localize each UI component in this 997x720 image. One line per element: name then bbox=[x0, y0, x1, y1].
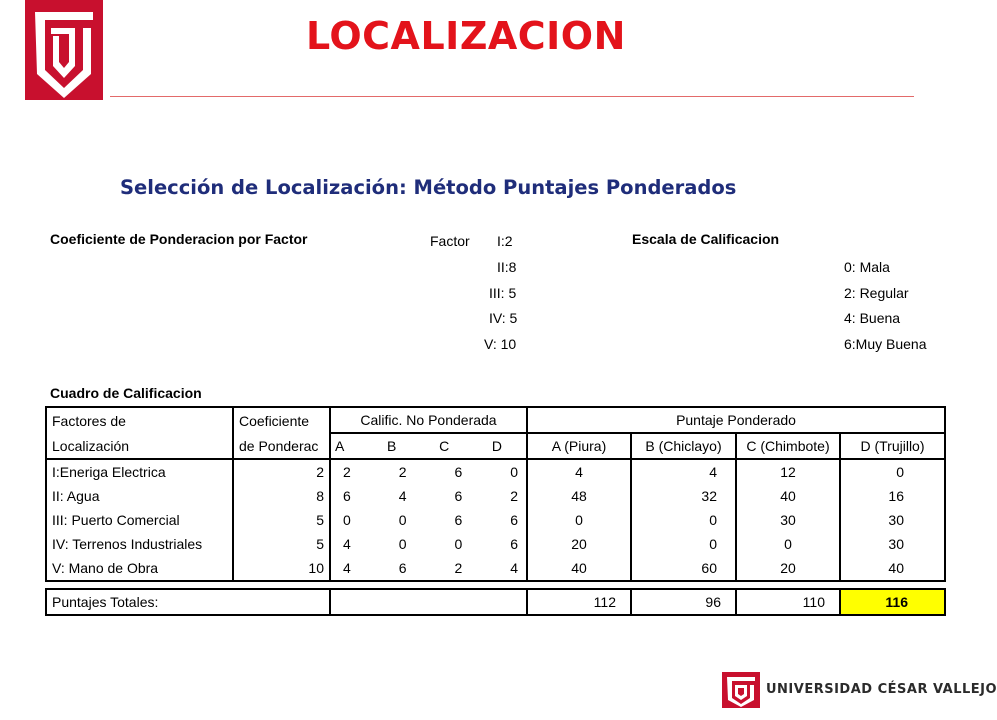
np-b: 4 bbox=[398, 488, 407, 504]
cuadro-heading: Cuadro de Calificacion bbox=[50, 385, 202, 401]
header-coeficiente: Coeficiente bbox=[233, 407, 330, 433]
np-c: 2 bbox=[454, 560, 463, 576]
site-c: C (Chimbote) bbox=[736, 433, 840, 459]
np-a: 6 bbox=[343, 488, 351, 504]
np-d: 6 bbox=[510, 512, 518, 528]
pp-a: 20 bbox=[527, 532, 631, 556]
factor-coef: 8 bbox=[233, 484, 330, 508]
calificacion-table bbox=[45, 406, 946, 616]
header-localizacion: Localización bbox=[46, 433, 233, 459]
pp-c: 40 bbox=[736, 484, 840, 508]
total-c: 110 bbox=[736, 589, 840, 615]
totals-row bbox=[46, 589, 945, 615]
np-b: 0 bbox=[398, 512, 407, 528]
np-c: 6 bbox=[454, 464, 463, 480]
pp-b: 0 bbox=[631, 532, 736, 556]
factor-weight-5: V: 10 bbox=[484, 336, 517, 352]
letter-a: A bbox=[335, 438, 345, 454]
np-c: 0 bbox=[454, 536, 463, 552]
table-gap bbox=[46, 581, 945, 589]
pp-d: 16 bbox=[840, 484, 945, 508]
total-d-best: 116 bbox=[840, 589, 945, 615]
escala-item: 0: Mala bbox=[844, 259, 890, 275]
escala-item: 4: Buena bbox=[844, 310, 901, 326]
letter-c: C bbox=[439, 438, 450, 454]
factor-coef: 2 bbox=[233, 459, 330, 484]
np-d: 6 bbox=[510, 536, 518, 552]
np-b: 0 bbox=[398, 536, 407, 552]
header-ponderado: Puntaje Ponderado bbox=[527, 407, 945, 433]
header-de-ponderac: de Ponderac bbox=[233, 433, 330, 459]
pp-a: 40 bbox=[527, 556, 631, 581]
pp-c: 12 bbox=[736, 459, 840, 484]
table-row bbox=[46, 484, 945, 508]
factor-coef: 5 bbox=[233, 508, 330, 532]
np-a: 4 bbox=[343, 560, 351, 576]
pp-b: 60 bbox=[631, 556, 736, 581]
pp-c: 0 bbox=[736, 532, 840, 556]
factor-weight-2: II:8 bbox=[497, 259, 517, 275]
site-b: B (Chiclayo) bbox=[631, 433, 736, 459]
np-d: 2 bbox=[510, 488, 518, 504]
factor-name: IV: Terrenos Industriales bbox=[46, 532, 233, 556]
pp-b: 0 bbox=[631, 508, 736, 532]
np-d: 4 bbox=[510, 560, 518, 576]
table-header-row bbox=[46, 407, 945, 433]
factor-weight-1: I:2 bbox=[497, 233, 513, 249]
pp-a: 48 bbox=[527, 484, 631, 508]
pp-b: 32 bbox=[631, 484, 736, 508]
pp-c: 30 bbox=[736, 508, 840, 532]
np-a: 0 bbox=[343, 512, 351, 528]
factor-name: I:Eneriga Electrica bbox=[46, 459, 233, 484]
header-factores: Factores de bbox=[46, 407, 233, 433]
table-row bbox=[46, 556, 945, 581]
pp-d: 40 bbox=[840, 556, 945, 581]
factor-weight-4: IV: 5 bbox=[489, 310, 518, 326]
pp-d: 0 bbox=[840, 459, 945, 484]
factor-coef: 10 bbox=[233, 556, 330, 581]
np-a: 2 bbox=[343, 464, 351, 480]
np-b: 2 bbox=[398, 464, 407, 480]
pp-a: 0 bbox=[527, 508, 631, 532]
escala-heading: Escala de Calificacion bbox=[632, 231, 780, 247]
np-c: 6 bbox=[454, 488, 463, 504]
total-a: 112 bbox=[527, 589, 631, 615]
totals-label: Puntajes Totales: bbox=[46, 589, 330, 615]
pp-d: 30 bbox=[840, 532, 945, 556]
pp-c: 20 bbox=[736, 556, 840, 581]
university-logo bbox=[25, 0, 103, 100]
factor-name: II: Agua bbox=[46, 484, 233, 508]
factor-name: III: Puerto Comercial bbox=[46, 508, 233, 532]
table-row bbox=[46, 459, 945, 484]
escala-item: 2: Regular bbox=[844, 285, 909, 301]
np-c: 6 bbox=[454, 512, 463, 528]
footer-logo bbox=[722, 672, 760, 708]
escala-item: 6:Muy Buena bbox=[844, 336, 927, 352]
letter-b: B bbox=[387, 438, 397, 454]
page-subtitle: Selección de Localización: Método Puntajes Ponderados bbox=[120, 176, 737, 199]
factor-coef: 5 bbox=[233, 532, 330, 556]
pp-b: 4 bbox=[631, 459, 736, 484]
table-header-row bbox=[46, 433, 945, 459]
coef-heading: Coeficiente de Ponderacion por Factor bbox=[50, 231, 308, 247]
page-title: LOCALIZACION bbox=[306, 14, 626, 58]
letter-d: D bbox=[491, 438, 502, 454]
np-b: 6 bbox=[398, 560, 407, 576]
site-a: A (Piura) bbox=[527, 433, 631, 459]
pp-d: 30 bbox=[840, 508, 945, 532]
site-d: D (Trujillo) bbox=[840, 433, 945, 459]
title-divider bbox=[110, 96, 914, 97]
footer-university-name: UNIVERSIDAD CÉSAR VALLEJO bbox=[766, 682, 997, 697]
total-b: 96 bbox=[631, 589, 736, 615]
pp-a: 4 bbox=[527, 459, 631, 484]
totals-empty bbox=[330, 589, 527, 615]
np-a: 4 bbox=[343, 536, 351, 552]
header-no-ponderada: Calific. No Ponderada bbox=[330, 407, 527, 433]
np-d: 0 bbox=[510, 464, 518, 480]
table-row bbox=[46, 532, 945, 556]
factor-weight-3: III: 5 bbox=[489, 285, 517, 301]
factor-name: V: Mano de Obra bbox=[46, 556, 233, 581]
factor-label: Factor bbox=[430, 233, 470, 249]
table-row bbox=[46, 508, 945, 532]
